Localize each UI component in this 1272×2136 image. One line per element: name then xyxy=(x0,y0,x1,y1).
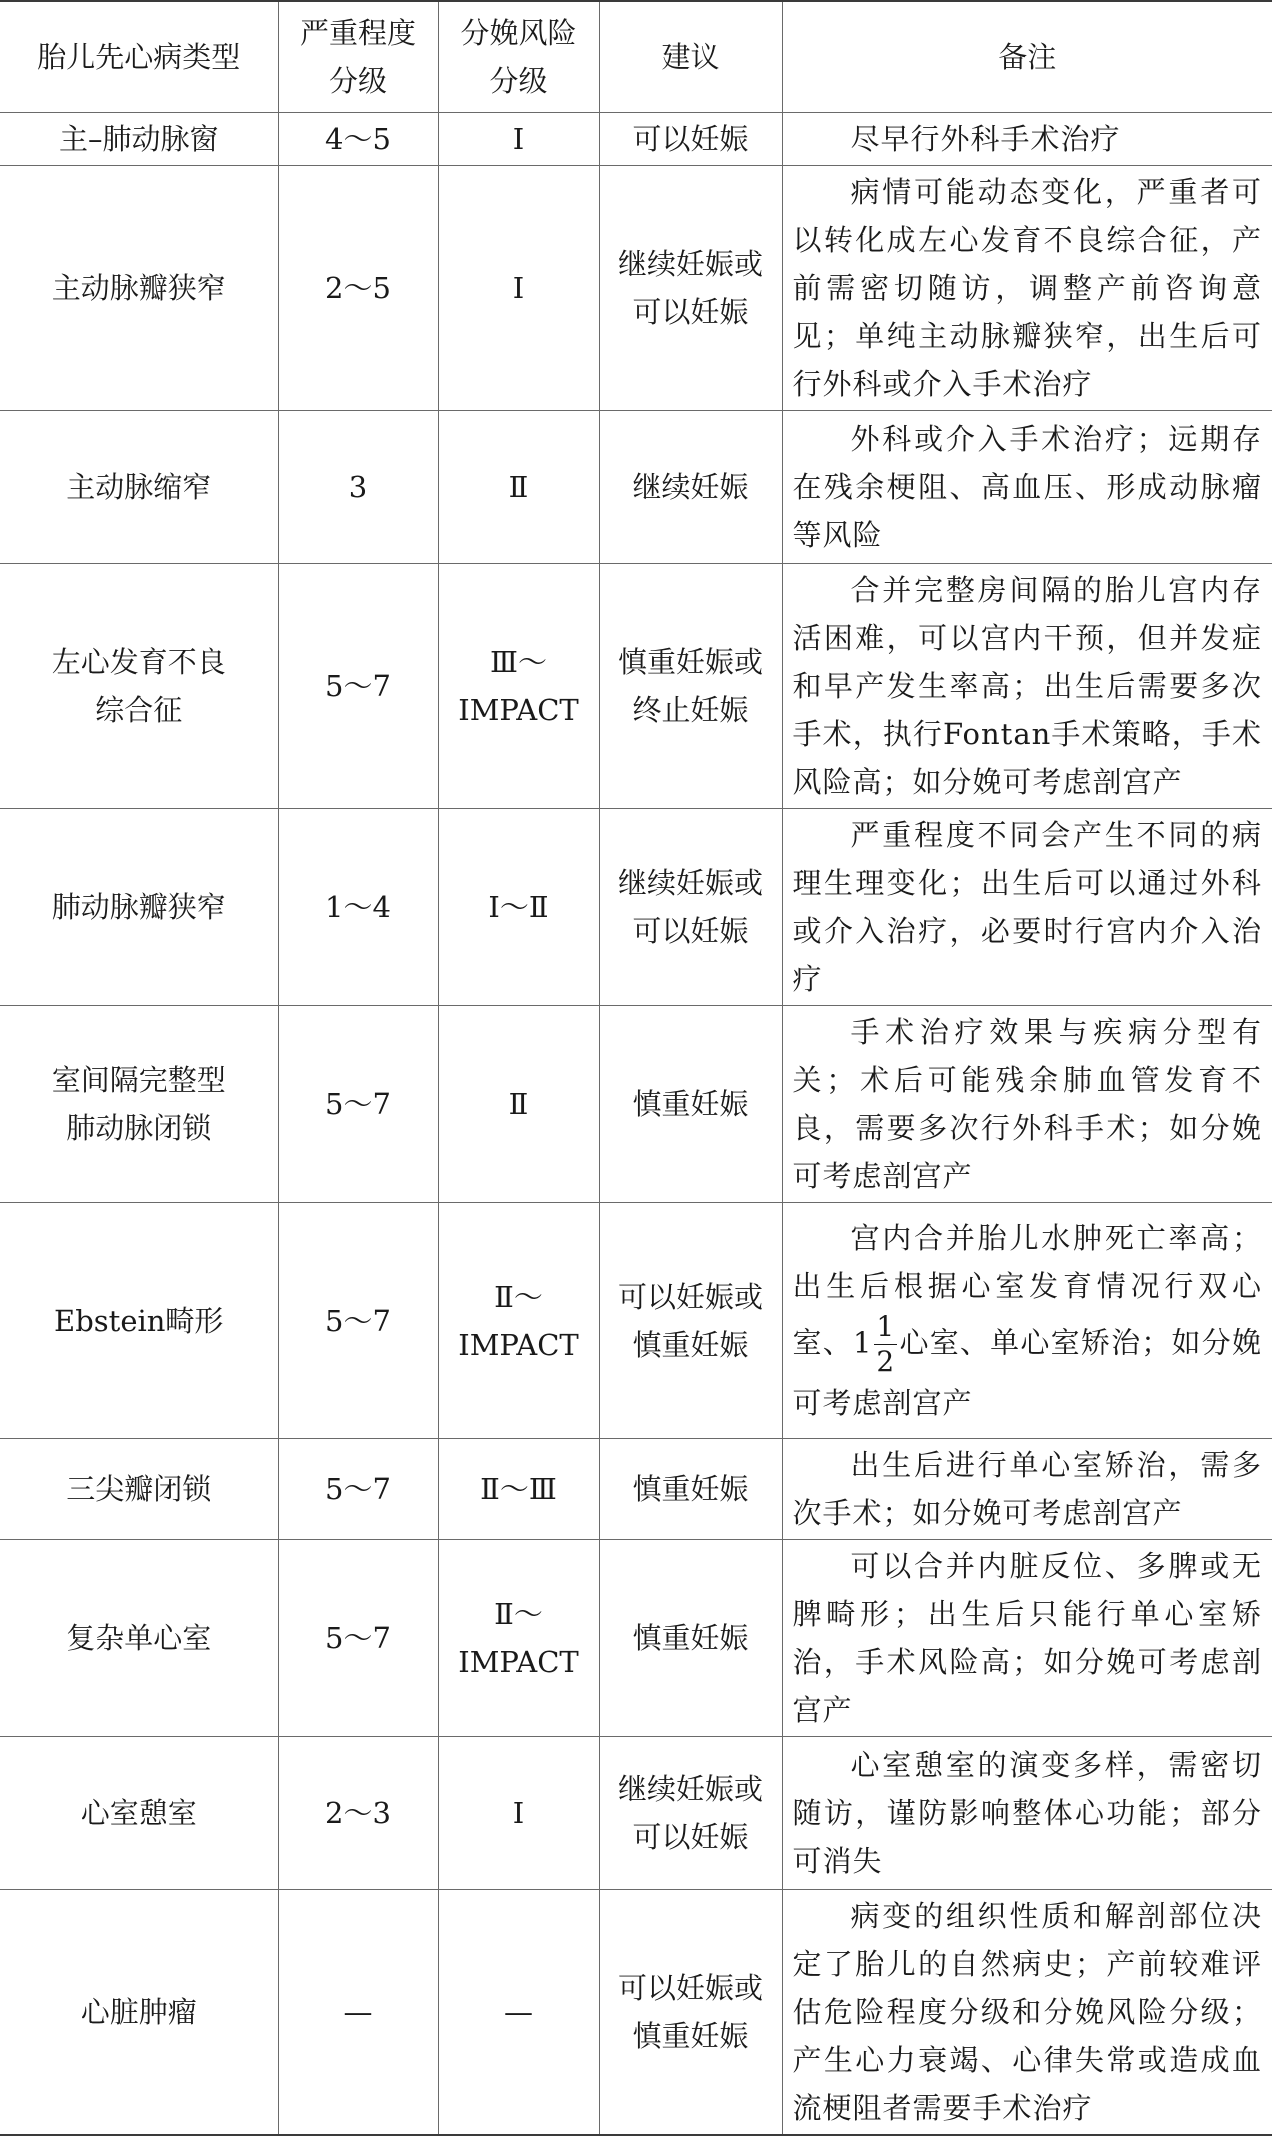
cell-delivery-risk-line: Ⅱ～Ⅲ xyxy=(480,1472,557,1506)
cell-type-line: 主–肺动脉窗 xyxy=(58,122,219,156)
cell-severity: 3 xyxy=(278,411,438,564)
cell-advice-line: 继续妊娠或 xyxy=(617,866,763,900)
header-severity-line-1: 严重程度 xyxy=(299,16,416,50)
cell-note: 严重程度不同会产生不同的病理生理变化；出生后可以通过外科或介入治疗，必要时行宫内介入治疗 xyxy=(782,809,1272,1006)
cell-advice xyxy=(599,564,782,809)
cell-delivery-risk-line: — xyxy=(504,1995,533,2029)
header-risk-line-2: 分级 xyxy=(489,64,548,98)
cell-advice-line: 继续妊娠或 xyxy=(617,1772,763,1806)
cell-advice-line: 继续妊娠或 xyxy=(617,247,763,281)
header-severity xyxy=(278,1,438,113)
cell-advice xyxy=(599,809,782,1006)
cell-advice-line: 可以妊娠或 xyxy=(617,1279,763,1314)
table-row xyxy=(0,113,1272,166)
table-row xyxy=(0,564,1272,809)
cell-note: 病变的组织性质和解剖部位决定了胎儿的自然病史；产前较难评估危险程度分级和分娩风险分级；产生心力衰竭、心律失常或造成血流梗阻者需要手术治疗 xyxy=(782,1890,1272,2136)
cell-delivery-risk-line: Ⅰ xyxy=(512,1796,525,1830)
cell-note: 手术治疗效果与疾病分型有关；术后可能残余肺血管发育不良，需要多次行外科手术；如分娩可考虑剖宫产 xyxy=(782,1006,1272,1203)
cell-advice-line: 慎重妊娠 xyxy=(632,1327,749,1362)
cell-note: 外科或介入手术治疗；远期存在残余梗阻、高血压、形成动脉瘤等风险 xyxy=(782,411,1272,564)
table-row xyxy=(0,411,1272,564)
cell-type-line: 主动脉瓣狭窄 xyxy=(51,271,226,305)
cell-advice xyxy=(599,113,782,166)
cell-delivery-risk-line: Ⅱ～ xyxy=(494,1279,543,1314)
cell-delivery-risk-line: Ⅱ xyxy=(508,1087,529,1121)
header-severity-line-2: 分级 xyxy=(328,64,387,98)
note-text: 宫内合并胎儿水肿死亡率高；出生后根据心室发育情况行双心室、1 xyxy=(792,1221,1262,1360)
cell-advice-line: 慎重妊娠 xyxy=(632,2019,749,2053)
cell-note: 出生后进行单心室矫治，需多次手术；如分娩可考虑剖宫产 xyxy=(782,1439,1272,1540)
cell-delivery-risk xyxy=(438,166,599,411)
cell-delivery-risk-line: Ⅱ～ xyxy=(494,1597,543,1631)
cell-advice xyxy=(599,1203,782,1439)
cell-type-line: 综合征 xyxy=(95,693,183,727)
cell-delivery-risk xyxy=(438,113,599,166)
cell-type xyxy=(0,1737,278,1890)
cell-type-line: 心室憩室 xyxy=(80,1796,197,1830)
cell-note: 可以合并内脏反位、多脾或无脾畸形；出生后只能行单心室矫治，手术风险高；如分娩可考虑剖宫产 xyxy=(782,1540,1272,1737)
table-row xyxy=(0,1439,1272,1540)
cell-type-line: 三尖瓣闭锁 xyxy=(66,1472,212,1506)
header-delivery-risk xyxy=(438,1,599,113)
cell-advice-line: 慎重妊娠 xyxy=(632,1087,749,1121)
cell-type xyxy=(0,1203,278,1439)
cell-advice-line: 可以妊娠或 xyxy=(617,1971,763,2005)
header-risk-line-1: 分娩风险 xyxy=(460,16,577,50)
cell-advice xyxy=(599,1439,782,1540)
cell-advice xyxy=(599,411,782,564)
cell-advice-line: 可以妊娠 xyxy=(632,295,749,329)
fraction-denominator: 2 xyxy=(876,1345,896,1378)
cell-type-line: 复杂单心室 xyxy=(66,1621,212,1655)
header-advice: 建议 xyxy=(599,1,782,113)
cell-type-line: 心脏肿瘤 xyxy=(80,1995,197,2029)
cell-advice-line: 慎重妊娠 xyxy=(632,1472,749,1506)
cell-advice-line: 终止妊娠 xyxy=(632,693,749,727)
cell-delivery-risk-line: Ⅰ xyxy=(512,271,525,305)
header-type: 胎儿先心病类型 xyxy=(0,1,278,113)
cell-advice xyxy=(599,1890,782,2136)
cell-advice-line: 可以妊娠 xyxy=(632,914,749,948)
cell-advice-line: 继续妊娠 xyxy=(632,470,749,504)
table-header-row xyxy=(0,1,1272,113)
cell-advice-line: 慎重妊娠或 xyxy=(617,645,763,679)
cell-delivery-risk-line: Ⅰ～Ⅱ xyxy=(488,890,549,924)
header-notes: 备注 xyxy=(782,1,1272,113)
cell-type xyxy=(0,166,278,411)
cell-severity: 2～3 xyxy=(278,1737,438,1890)
cell-note: 尽早行外科手术治疗 xyxy=(782,113,1272,166)
cell-type-line: 肺动脉瓣狭窄 xyxy=(51,890,226,924)
table-row xyxy=(0,1737,1272,1890)
cell-type xyxy=(0,1890,278,2136)
cell-delivery-risk xyxy=(438,411,599,564)
cell-type xyxy=(0,564,278,809)
cell-delivery-risk xyxy=(438,1540,599,1737)
cell-type-line: Ebstein畸形 xyxy=(54,1303,224,1338)
table-row xyxy=(0,1203,1272,1439)
cell-delivery-risk-line: IMPACT xyxy=(458,1327,579,1362)
cell-note xyxy=(782,1203,1272,1439)
cell-type xyxy=(0,809,278,1006)
table-row xyxy=(0,1540,1272,1737)
cell-delivery-risk-line: IMPACT xyxy=(458,693,579,727)
fraction xyxy=(874,1310,897,1379)
table-row xyxy=(0,1890,1272,2136)
cell-delivery-risk-line: Ⅰ xyxy=(512,122,525,156)
cell-type xyxy=(0,1540,278,1737)
fraction-numerator: 1 xyxy=(876,1310,896,1343)
cell-delivery-risk xyxy=(438,1737,599,1890)
cell-note: 心室憩室的演变多样，需密切随访，谨防影响整体心功能；部分可消失 xyxy=(782,1737,1272,1890)
table-body xyxy=(0,113,1272,2136)
cell-note: 病情可能动态变化，严重者可以转化成左心发育不良综合征，产前需密切随访，调整产前咨询意见；单纯主动脉瓣狭窄，出生后可行外科或介入手术治疗 xyxy=(782,166,1272,411)
cell-delivery-risk xyxy=(438,564,599,809)
cell-type xyxy=(0,1006,278,1203)
cell-severity: 5～7 xyxy=(278,1540,438,1737)
cell-type-line: 肺动脉闭锁 xyxy=(66,1111,212,1145)
cell-severity: 5～7 xyxy=(278,1006,438,1203)
cell-severity: 5～7 xyxy=(278,1439,438,1540)
cell-severity: — xyxy=(278,1890,438,2136)
cell-type-line: 左心发育不良 xyxy=(51,645,226,679)
cell-advice-line: 可以妊娠 xyxy=(632,122,749,156)
cell-advice-line: 可以妊娠 xyxy=(632,1820,749,1854)
cell-type-line: 室间隔完整型 xyxy=(51,1063,226,1097)
note-text: 心室、单心室矫治；如分娩可考虑剖宫产 xyxy=(792,1325,1262,1420)
cell-advice xyxy=(599,1540,782,1737)
cell-advice xyxy=(599,166,782,411)
cell-delivery-risk-line: Ⅱ xyxy=(508,470,529,504)
cell-advice xyxy=(599,1737,782,1890)
table-row xyxy=(0,809,1272,1006)
cell-delivery-risk xyxy=(438,1890,599,2136)
cell-delivery-risk-line: Ⅲ～ xyxy=(490,645,547,679)
cell-delivery-risk xyxy=(438,1439,599,1540)
cell-type xyxy=(0,113,278,166)
cell-type xyxy=(0,1439,278,1540)
cell-delivery-risk-line: IMPACT xyxy=(458,1645,579,1679)
cell-delivery-risk xyxy=(438,809,599,1006)
table-row xyxy=(0,166,1272,411)
cell-delivery-risk xyxy=(438,1006,599,1203)
table-row xyxy=(0,1006,1272,1203)
cell-advice-line: 慎重妊娠 xyxy=(632,1621,749,1655)
cell-advice xyxy=(599,1006,782,1203)
cell-severity: 5～7 xyxy=(278,564,438,809)
cell-severity: 4～5 xyxy=(278,113,438,166)
cell-type xyxy=(0,411,278,564)
cell-severity: 2～5 xyxy=(278,166,438,411)
cell-delivery-risk xyxy=(438,1203,599,1439)
cell-severity: 1～4 xyxy=(278,809,438,1006)
cell-severity: 5～7 xyxy=(278,1203,438,1439)
cell-type-line: 主动脉缩窄 xyxy=(66,470,212,504)
cell-note: 合并完整房间隔的胎儿宫内存活困难，可以宫内干预，但并发症和早产发生率高；出生后需要多次手术，执行Fontan手术策略，手术风险高；如分娩可考虑剖宫产 xyxy=(782,564,1272,809)
